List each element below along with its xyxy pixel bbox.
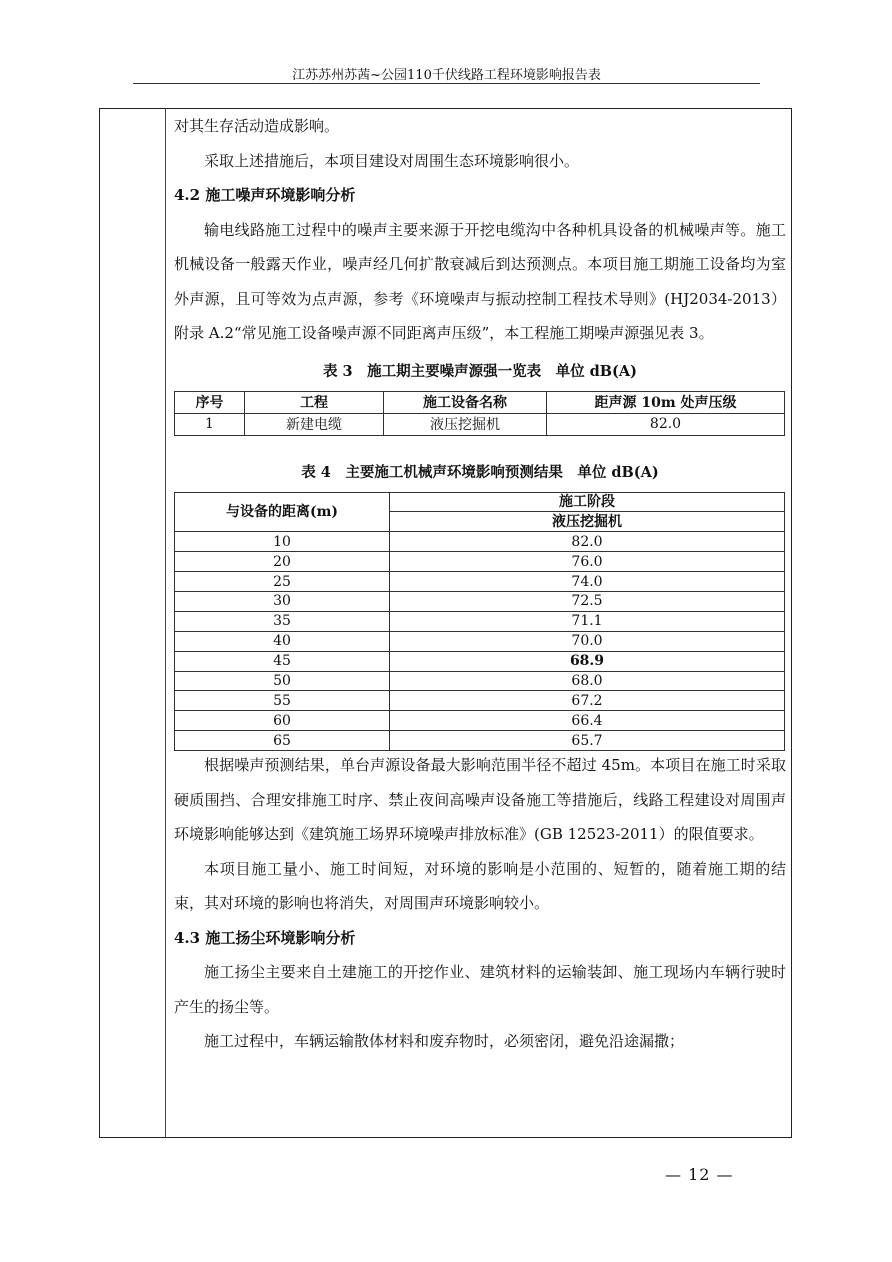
section-heading-4-3: 4.3 施工扬尘环境影响分析 [174,928,356,947]
table-cell: 20 [175,552,390,572]
table-cell: 60 [175,711,390,731]
content [174,109,786,1059]
table-cell: 82.0 [547,413,785,435]
table-row [175,711,785,731]
table-row [175,631,785,651]
paragraph: 根据噪声预测结果，单台声源设备最大影响范围半径不超过 45m。本项目在施工时采取硬质围挡、合理安排施工时序、禁止夜间高噪声设备施工等措施后，线路工程建设对周围声环境影响能够达到《建筑施工场界环境噪声排放标准》(GB 12523-2011）的限值要求。 [174,756,786,844]
table-header-cell: 序号 [175,391,245,413]
table-cell: 55 [175,691,390,711]
table-row [175,572,785,592]
table-cell: 67.2 [390,691,785,711]
table-cell: 液压挖掘机 [384,413,547,435]
table-cell: 65 [175,731,390,751]
page-header: 江苏苏州苏茜~公园110千伏线路工程环境影响报告表 [292,68,601,83]
table-cell: 68.0 [390,671,785,691]
paragraph: 施工过程中，车辆运输散体材料和废弃物时，必须密闭，避免沿途漏撒； [204,1032,685,1051]
table-header-cell: 工程 [245,391,384,413]
table-cell-highlight: 68.9 [390,651,785,671]
table-cell: 74.0 [390,572,785,592]
table-cell: 25 [175,572,390,592]
table-header-row [175,391,785,413]
table-header-cell: 距声源 10m 处声压级 [547,391,785,413]
table3 [174,391,785,436]
table-row [175,671,785,691]
table-cell: 45 [175,651,390,671]
table-header-cell: 液压挖掘机 [390,512,785,532]
table-cell: 70.0 [390,631,785,651]
table-header-cell: 施工阶段 [390,492,785,512]
table-row [175,691,785,711]
table-header-cell: 与设备的距离(m) [175,492,390,532]
table4-caption: 表 4 主要施工机械声环境影响预测结果 单位 dB(A) [301,463,659,481]
paragraph: 本项目施工量小、施工时间短，对环境的影响是小范围的、短暂的，随着施工期的结束，其对环境的影响也将消失，对周围声环境影响较小。 [174,859,786,913]
table-cell: 1 [175,413,245,435]
table-cell: 66.4 [390,711,785,731]
table3-caption: 表 3 施工期主要噪声源强一览表 单位 dB(A) [322,362,638,380]
table-cell: 新建电缆 [245,413,384,435]
table-header-cell: 施工设备名称 [384,391,547,413]
table-cell: 65.7 [390,731,785,751]
paragraph: 输电线路施工过程中的噪声主要来源于开挖电缆沟中各种机具设备的机械噪声等。施工机械设备一般露天作业，噪声经几何扩散衰减后到达预测点。本项目施工期施工设备均为室外声源，且可等效为点声源，参考《环境噪声与振动控制工程技术导则》(HJ2034-2013）附录 A.2“常见施工设备噪声源不同距离声压级”，本工程施工期噪声源强见表 3。 [174,220,786,342]
page-number: — 12 — [665,1165,734,1184]
table-cell: 50 [175,671,390,691]
paragraph: 采取上述措施后，本项目建设对周围生态环境影响很小。 [204,151,580,170]
table-cell: 72.5 [390,591,785,611]
table-row [175,413,785,435]
header-rule [133,83,760,84]
paragraph: 对其生存活动造成影响。 [174,117,340,135]
table-header-row [175,492,785,512]
table-cell: 82.0 [390,532,785,552]
table-cell: 76.0 [390,552,785,572]
table-cell: 40 [175,631,390,651]
table-row [175,651,785,671]
table-row [175,532,785,552]
table-cell: 35 [175,611,390,631]
paragraph: 施工扬尘主要来自土建施工的开挖作业、建筑材料的运输装卸、施工现场内车辆行驶时产生的扬尘等。 [174,963,786,1016]
table-row [175,552,785,572]
table-cell: 30 [175,591,390,611]
table4 [174,492,785,752]
table-cell: 71.1 [390,611,785,631]
section-heading-4-2: 4.2 施工噪声环境影响分析 [174,186,356,204]
table-row [175,611,785,631]
table-cell: 10 [175,532,390,552]
frame-divider [165,108,166,1138]
table-row [175,591,785,611]
